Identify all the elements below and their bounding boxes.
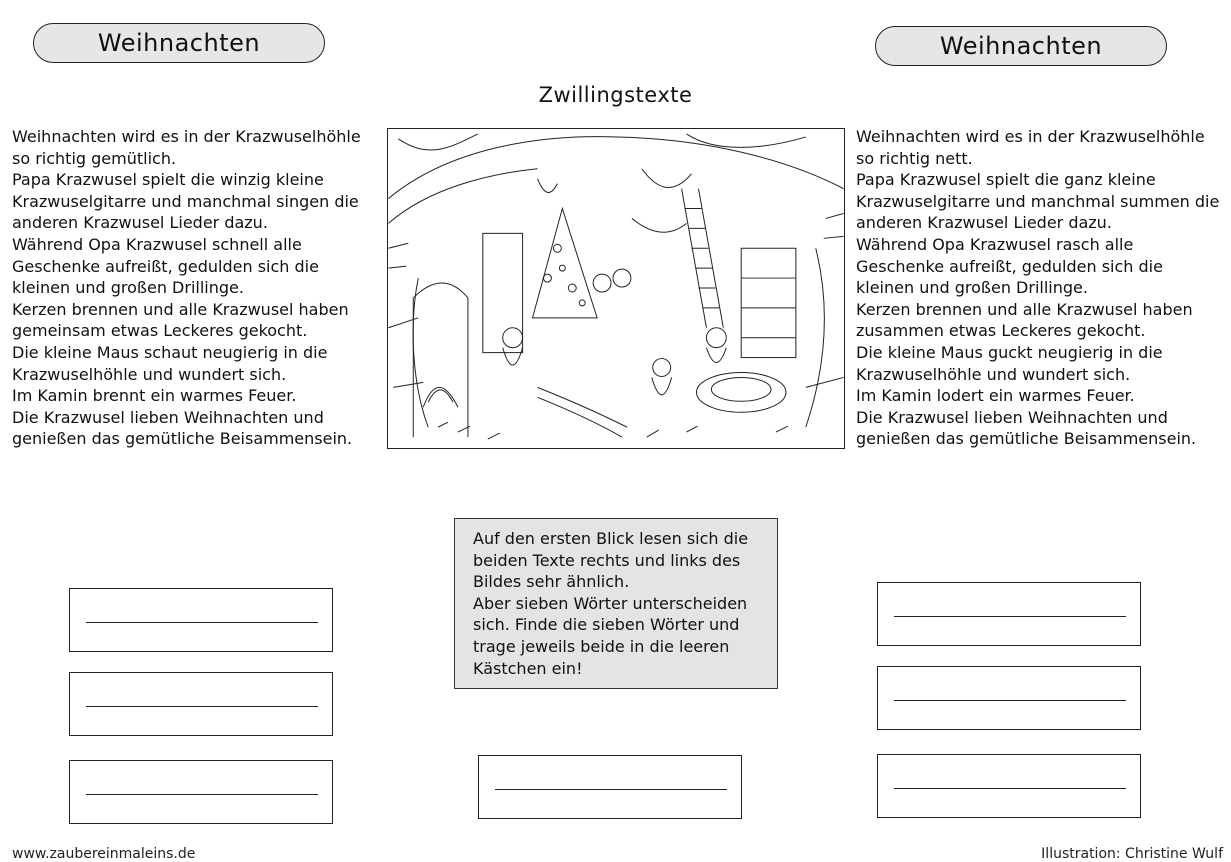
right-text-line: kleinen und großen Drillinge. [856,278,1088,298]
left-text-line: anderen Krazwusel Lieder dazu. [12,213,268,233]
answer-line [894,788,1126,789]
page-subtitle: Zwillingstexte [538,83,693,107]
left-text-line: so richtig gemütlich. [12,148,177,168]
left-text-line: Die Krazwusel lieben Weihnachten und [12,407,324,427]
instruction-line: Auf den ersten Blick lesen sich die [473,529,749,548]
right-text-line: Die Krazwusel lieben Weihnachten und [856,407,1168,427]
answer-box-center[interactable] [478,755,742,819]
instruction-box [454,518,778,689]
title-right [875,26,1167,66]
answer-box-right-1[interactable] [877,582,1141,646]
answer-line [86,622,318,623]
title-left-label: Weihnachten [97,29,261,57]
left-text-line: Papa Krazwusel spielt die winzig kleine [12,170,324,190]
right-text-line: Während Opa Krazwusel rasch alle [856,234,1134,254]
answer-line [894,700,1126,701]
left-text-line: Weihnachten wird es in der Krazwuselhöhle [12,127,361,146]
left-text-line: Kerzen brennen und alle Krazwusel haben [12,299,349,319]
left-text-line: Die kleine Maus schaut neugierig in die [12,342,328,362]
right-text-line: Im Kamin lodert ein warmes Feuer. [856,386,1135,406]
answer-line [495,789,727,790]
right-text-line: zusammen etwas Leckeres gekocht. [856,321,1146,341]
left-text-line: Geschenke aufreißt, gedulden sich die [12,256,319,276]
right-text-line: Weihnachten wird es in der Krazwuselhöhle [856,127,1205,146]
right-text-line: Papa Krazwusel spielt die ganz kleine [856,170,1156,190]
right-text-line: Krazwuselhöhle und wundert sich. [856,364,1131,384]
answer-box-left-3[interactable] [69,760,333,824]
left-text-line: gemeinsam etwas Leckeres gekocht. [12,321,308,341]
answer-box-right-2[interactable] [877,666,1141,730]
answer-line [86,794,318,795]
left-text-line: genießen das gemütliche Beisammensein. [12,429,353,449]
title-right-label: Weihnachten [939,32,1103,60]
right-text-line: so richtig nett. [856,148,973,168]
answer-box-right-3[interactable] [877,754,1141,818]
right-text-column [856,126,1219,450]
left-text-line: Im Kamin brennt ein warmes Feuer. [12,386,297,406]
left-text-column [12,126,361,450]
answer-box-left-2[interactable] [69,672,333,736]
left-text-line: Krazwuselhöhle und wundert sich. [12,364,287,384]
instruction-line: beiden Texte rechts und links des [473,550,741,570]
christmas-cave-illustration [387,128,845,449]
right-text-line: Krazwuselgitarre und manchmal summen die [856,191,1220,211]
left-text-line: Während Opa Krazwusel schnell alle [12,234,302,254]
instruction-line: Bildes sehr ähnlich. [473,572,630,592]
right-text-line: genießen das gemütliche Beisammensein. [856,429,1197,449]
title-left [33,23,325,63]
answer-line [86,706,318,707]
footer-credit: Illustration: Christine Wulf [1041,846,1223,862]
answer-box-left-1[interactable] [69,588,333,652]
instruction-line: Kästchen ein! [473,658,583,678]
right-text-line: anderen Krazwusel Lieder dazu. [856,213,1112,233]
right-text-line: Die kleine Maus guckt neugierig in die [856,342,1163,362]
instruction-line: trage jeweils beide in die leeren [473,636,730,656]
right-text-line: Geschenke aufreißt, gedulden sich die [856,256,1163,276]
answer-line [894,616,1126,617]
right-text-line: Kerzen brennen und alle Krazwusel haben [856,299,1193,319]
footer-website: www.zaubereinmaleins.de [12,846,196,862]
left-text-line: Krazwuselgitarre und manchmal singen die [12,191,359,211]
instruction-line: sich. Finde die sieben Wörter und [473,615,740,635]
instruction-line: Aber sieben Wörter unterscheiden [473,593,748,613]
left-text-line: kleinen und großen Drillinge. [12,278,244,298]
